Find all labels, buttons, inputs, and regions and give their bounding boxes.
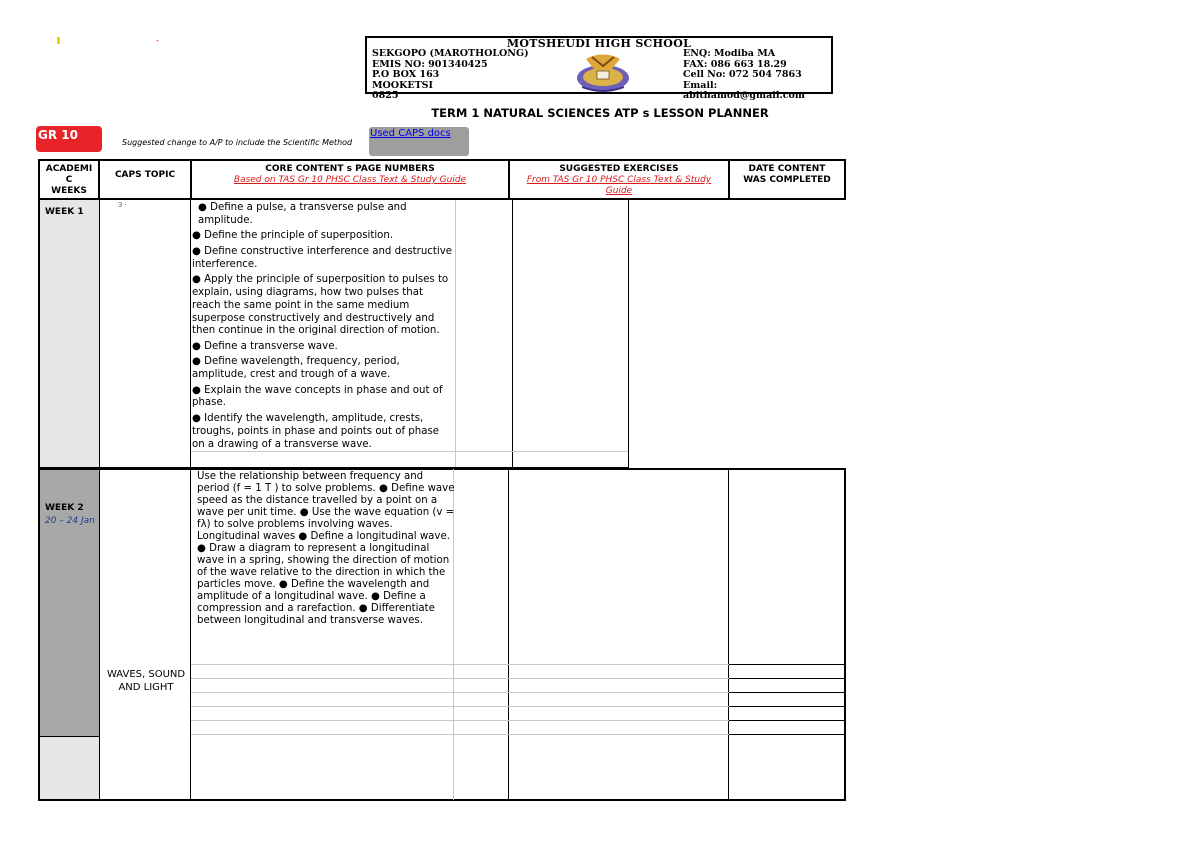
enquiries-line: ENQ: Modiba MA [683, 48, 776, 59]
grid-line [628, 200, 629, 469]
school-name: MOTSHEUDI HIGH SCHOOL [506, 37, 692, 50]
cell-line: Cell No: 072 504 7863 [683, 69, 802, 80]
grid-line [99, 200, 100, 469]
grid-line [190, 469, 191, 800]
grid-line [729, 692, 845, 693]
emis-line: EMIS NO: 901340425 [372, 58, 488, 70]
header-caps-topic: CAPS TOPIC [98, 159, 192, 200]
highlight-mark [57, 37, 60, 44]
content-item: ● Define wavelength, frequency, period, amplitude, crest and trough of a wave. [192, 356, 400, 381]
header-core-content-label: CORE CONTENT s PAGE NUMBERS [265, 164, 435, 174]
school-letterhead [365, 36, 833, 101]
school-crest-icon [572, 51, 634, 93]
suggestion-note: Suggested change to A/P to include the Scientific Method [122, 138, 353, 147]
grade-badge: GR 10 [36, 126, 102, 152]
content-item: ● Identify the wavelength, amplitude, crests, troughs, points in phase and points out of phase on a drawing of a transverse wave. [192, 412, 440, 450]
letterhead-address [372, 49, 529, 102]
grid-line [729, 664, 845, 665]
address-line: MOOKETSI [372, 79, 433, 91]
grid-line [728, 469, 729, 800]
week2-label: WEEK 2 [45, 503, 84, 513]
week2-core-content: Use the relationship between frequency and period (f = 1 T ) to solve problems. ● Define wave speed as the distance travelled by a point on a wave per unit time. ● Use the wave equation (v = fλ) to solve problems involving waves. Longitudinal waves ● Define a longitudinal wave. ● Draw a diagram to represent a longitudinal wave in a spring, showing the direction of motion of the wave relative to the direction in which the particles move. ● Define the wavelength and amplitude of a longitudinal wave. ● Define a compression and a rarefaction. ● Differentiate between longitudinal and transverse waves. [197, 471, 455, 626]
week1-label: WEEK 1 [45, 207, 84, 217]
grid-line [512, 200, 513, 469]
planner-title: TERM 1 NATURAL SCIENCES ATP s LESSON PLANNER [431, 106, 769, 120]
content-item: ● Explain the wave concepts in phase and out of phase. [192, 384, 443, 409]
stray-dot: - [156, 36, 159, 45]
postal-code-line: 0825 [372, 90, 399, 101]
content-item: ● Define constructive interference and destructive interference. [192, 245, 453, 270]
header-core-content-source: Based on TAS Gr 10 PHSC Class Text & Study Guide [233, 175, 467, 185]
grid-line [729, 706, 845, 707]
content-item: ● Define the principle of superposition. [192, 230, 394, 242]
header-weeks [38, 159, 100, 200]
letterhead-contacts [683, 49, 831, 102]
grid-line [190, 200, 191, 469]
grid-line [729, 734, 845, 735]
week1-core-content [192, 202, 454, 454]
grid-line [38, 200, 40, 469]
header-date-completed: DATE CONTENT WAS COMPLETED [728, 159, 846, 200]
grid-line [508, 469, 509, 800]
caps-docs-link-text[interactable]: Used CAPS docs [370, 128, 451, 139]
grid-line [40, 736, 99, 737]
header-exercises-label: SUGGESTED EXERCISES [559, 164, 679, 174]
header-suggested-exercises [508, 159, 730, 200]
header-weeks-line: ACADEMI [45, 164, 93, 174]
week2-shading-lower [40, 737, 99, 799]
header-weeks-line: WEEKS [51, 186, 87, 196]
week1-shading [40, 200, 99, 468]
content-item: ● Define a transverse wave. [192, 340, 338, 352]
week1-caps-marker: 3 · [118, 201, 127, 209]
caps-docs-link[interactable] [369, 127, 469, 156]
address-line: SEKGOPO (MAROTHOLONG) [372, 48, 529, 59]
week2-dates: 20 – 24 Jan [45, 516, 95, 526]
grid-line [455, 200, 456, 469]
grid-line [99, 469, 100, 800]
grid-line [729, 678, 845, 679]
header-weeks-line: C [65, 175, 73, 185]
address-line: P.O BOX 163 [372, 69, 440, 80]
fax-line: FAX: 086 663 18.29 [683, 58, 787, 70]
header-exercises-source: From TAS Gr 10 PHSC Class Text & Study Guide [526, 175, 712, 196]
email-line: Email: abithamod@gmail.com [683, 79, 805, 101]
header-core-content [190, 159, 510, 200]
grid-line [729, 720, 845, 721]
content-item: ● Apply the principle of superposition to pulses to explain, using diagrams, how two pulses that reach the same point in the same medium superpose constructively and destructively and then continue in the original direction of motion. [192, 274, 449, 337]
content-item: ● Define a pulse, a transverse pulse and amplitude. [198, 202, 407, 226]
caps-topic-waves: WAVES, SOUND AND LIGHT [106, 669, 186, 693]
